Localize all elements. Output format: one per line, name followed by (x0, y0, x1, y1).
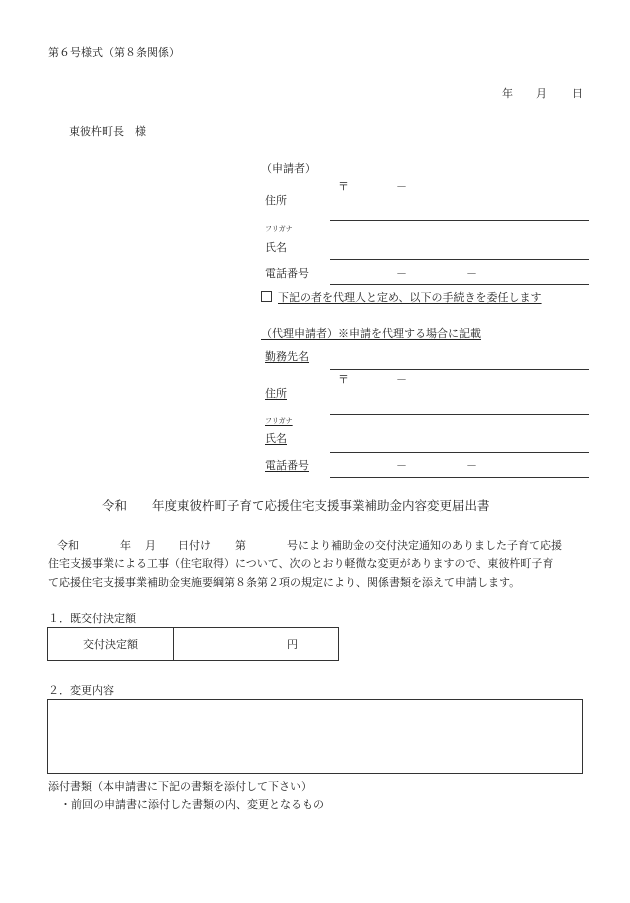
applicant-heading: （申請者） (261, 162, 316, 175)
body-dated: 日付け (178, 539, 211, 552)
applicant-phone-dash-1: － (396, 267, 407, 280)
agent-address-label: 住所 (265, 387, 287, 400)
document-title: 令和 年度東彼杵町子育て応援住宅支援事業補助金内容変更届出書 (102, 498, 490, 513)
body-dai: 第 (235, 539, 246, 552)
delegation-checkbox[interactable] (261, 291, 272, 302)
addressee: 東彼杵町長 様 (69, 125, 146, 138)
grant-amount-divider (173, 627, 174, 661)
agent-phone-dash-2: － (466, 459, 477, 472)
agent-name-label: 氏名 (265, 432, 287, 445)
applicant-postal-mark: 〒 (338, 180, 349, 193)
delegation-text: 下記の者を代理人と定め、以下の手続きを委任します (278, 291, 542, 304)
section2-heading: ２．変更内容 (48, 684, 114, 697)
agent-name-line (330, 452, 589, 453)
applicant-phone-line (330, 284, 589, 285)
agent-workplace-line (330, 369, 589, 370)
agent-heading: （代理申請者）※申請を代理する場合に記載 (261, 327, 481, 340)
body-era: 令和 (57, 539, 79, 552)
applicant-phone-label: 電話番号 (265, 267, 309, 280)
body-line3: て応援住宅支援事業補助金実施要綱第８条第２項の規定により、関係書類を添えて申請します。 (48, 576, 521, 589)
body-line2: 住宅支援事業による工事（住宅取得）について、次のとおり軽微な変更がありますので、東彼杵町子育 (48, 557, 554, 570)
section1-heading: １．既交付決定額 (48, 612, 136, 625)
grant-amount-field[interactable] (180, 633, 280, 655)
applicant-name-line (330, 259, 589, 260)
body-year: 年 (120, 539, 131, 552)
attachment-item: ・前回の申請書に添付した書類の内、変更となるもの (60, 798, 324, 811)
agent-furigana-label: フリガナ (265, 417, 293, 425)
applicant-furigana-label: フリガナ (265, 225, 293, 233)
date-month-label: 月 (536, 87, 547, 100)
agent-postal-mark: 〒 (338, 373, 349, 386)
agent-address-line (330, 414, 589, 415)
applicant-address-label: 住所 (265, 194, 287, 207)
agent-phone-label: 電話番号 (265, 459, 309, 472)
date-year-label: 年 (502, 87, 513, 100)
agent-phone-dash-1: － (396, 459, 407, 472)
body-line1-rest: 号により補助金の交付決定通知のありました子育て応援 (287, 539, 562, 552)
agent-postal-dash: － (396, 373, 407, 386)
agent-workplace-label: 勤務先名 (265, 350, 309, 363)
delegation-row[interactable] (261, 291, 542, 303)
date-day-label: 日 (572, 87, 583, 100)
attachments-heading: 添付書類（本申請書に下記の書類を添付して下さい） (48, 780, 312, 793)
change-content-field[interactable] (47, 699, 583, 774)
body-month: 月 (145, 539, 156, 552)
applicant-address-line (330, 220, 589, 221)
applicant-phone-dash-2: － (466, 267, 477, 280)
grant-amount-unit: 円 (287, 638, 298, 651)
agent-phone-line (330, 477, 589, 478)
applicant-name-label: 氏名 (265, 241, 287, 254)
grant-amount-label: 交付決定額 (83, 638, 138, 651)
form-number: 第６号様式（第８条関係） (48, 46, 180, 59)
applicant-postal-dash: － (396, 180, 407, 193)
